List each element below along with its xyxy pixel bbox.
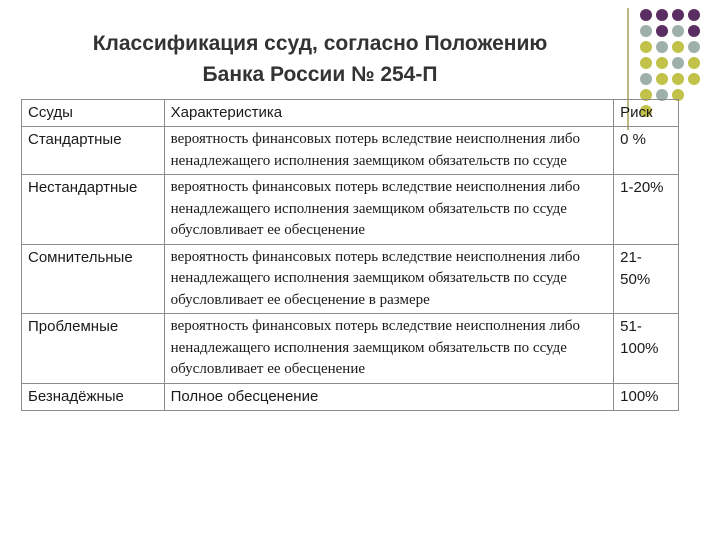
risk-value-line-2: 100% xyxy=(620,340,659,357)
loan-classification-table xyxy=(21,99,679,411)
risk-value-line-1: 51- xyxy=(620,318,642,335)
risk-value-line-1: 100% xyxy=(620,387,659,405)
loan-category-description: вероятность финансовых потерь вследствие неисполнения либо ненадлежащего исполнения заемщиком обязательств по ссуде xyxy=(164,127,614,175)
loan-category-risk xyxy=(614,383,679,410)
title-line-1: Классификация ссуд, согласно Положению xyxy=(92,32,548,55)
loan-category-description: вероятность финансовых потерь вследствие неисполнения либо ненадлежащего исполнения заемщиком обязательств по ссуде обусловливает ее обесценение xyxy=(164,314,614,384)
loan-category-risk xyxy=(614,314,679,384)
decorative-dot xyxy=(688,9,700,21)
decorative-dot xyxy=(640,25,652,37)
loan-category-name: Сомнительные xyxy=(22,244,165,314)
risk-value-line-1: 0 % xyxy=(620,131,646,148)
risk-value-line-2: 50% xyxy=(620,270,651,288)
loan-category-name: Безнадёжные xyxy=(22,383,165,410)
loan-category-description: вероятность финансовых потерь вследствие неисполнения либо ненадлежащего исполнения заемщиком обязательств по ссуде обусловливает ее обесценение xyxy=(164,175,614,245)
table-row xyxy=(22,314,679,384)
decorative-dot xyxy=(688,41,700,53)
header-loans: Ссуды xyxy=(22,100,165,127)
table-row xyxy=(22,127,679,175)
header-characteristic: Характеристика xyxy=(164,100,614,127)
decorative-dot xyxy=(672,41,684,53)
risk-value-line-1: 1-20% xyxy=(620,179,664,196)
loan-category-description: вероятность финансовых потерь вследствие неисполнения либо ненадлежащего исполнения заемщиком обязательств по ссуде обусловливает ее обесценение в размере xyxy=(164,244,614,314)
decorative-dot xyxy=(640,73,652,85)
title-line-2: Банка России № 254-П xyxy=(202,63,438,86)
slide-title xyxy=(40,28,600,90)
decorative-dot xyxy=(640,57,652,69)
decorative-dot xyxy=(672,9,684,21)
header-risk: Риск xyxy=(614,100,679,127)
loan-category-description: Полное обесценение xyxy=(164,383,614,410)
loan-category-name: Проблемные xyxy=(22,314,165,384)
decorative-dot xyxy=(688,73,700,85)
table-row xyxy=(22,175,679,245)
decorative-dot xyxy=(656,57,668,69)
decorative-dot xyxy=(672,57,684,69)
loan-category-risk xyxy=(614,244,679,314)
table-row xyxy=(22,383,679,410)
decorative-dot xyxy=(640,41,652,53)
table-header-row xyxy=(22,100,679,127)
decorative-dot xyxy=(688,57,700,69)
decorative-dot xyxy=(656,73,668,85)
decorative-dot xyxy=(688,25,700,37)
decorative-dot xyxy=(672,25,684,37)
loan-category-risk xyxy=(614,175,679,245)
table-row xyxy=(22,244,679,314)
decorative-dot xyxy=(640,9,652,21)
loan-category-risk xyxy=(614,127,679,175)
loan-category-name: Нестандартные xyxy=(22,175,165,245)
decorative-dot xyxy=(656,41,668,53)
decorative-dot xyxy=(656,25,668,37)
loan-category-name: Стандартные xyxy=(22,127,165,175)
decorative-dot xyxy=(656,9,668,21)
risk-value-line-1: 21- xyxy=(620,248,642,266)
decorative-dot xyxy=(672,73,684,85)
